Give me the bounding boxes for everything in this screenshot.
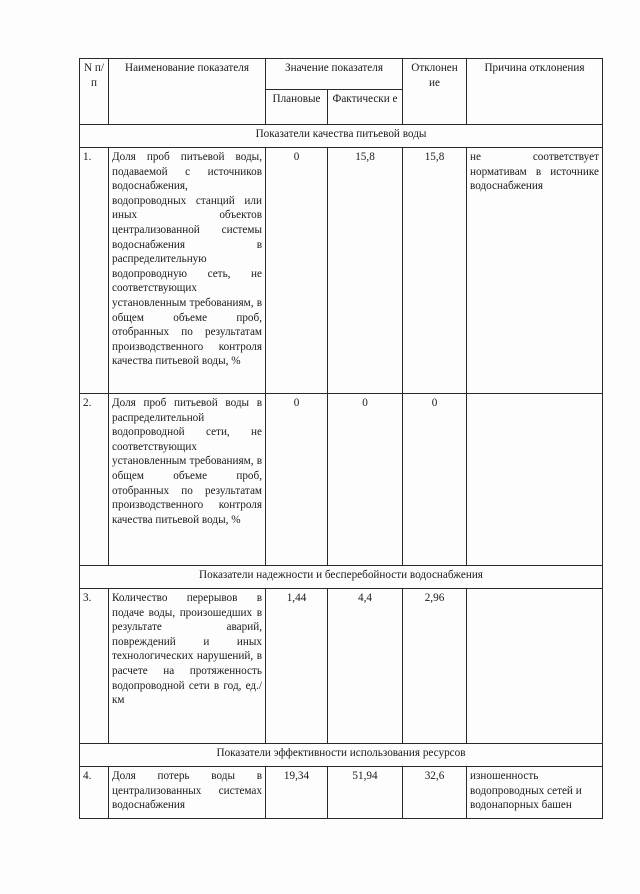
actual-value: 15,8 bbox=[328, 148, 403, 394]
deviation-reason bbox=[467, 589, 603, 744]
section-row bbox=[80, 566, 603, 589]
deviation-reason bbox=[467, 148, 603, 394]
actual-value: 0 bbox=[328, 394, 403, 566]
section-title-efficiency: Показатели эффективности использования ресурсов bbox=[80, 744, 603, 767]
deviation-value: 32,6 bbox=[403, 767, 467, 819]
row-number: 4. bbox=[80, 767, 109, 819]
col-header-name: Наименование показателя bbox=[109, 59, 266, 125]
col-header-num: N п/п bbox=[80, 59, 109, 125]
row-number: 1. bbox=[80, 148, 109, 394]
planned-value: 0 bbox=[266, 394, 328, 566]
table-row bbox=[80, 148, 603, 394]
actual-value: 51,94 bbox=[328, 767, 403, 819]
col-header-planned: Плановые bbox=[266, 90, 328, 125]
section-row bbox=[80, 744, 603, 767]
actual-value: 4,4 bbox=[328, 589, 403, 744]
deviation-value: 2,96 bbox=[403, 589, 467, 744]
deviation-value: 15,8 bbox=[403, 148, 467, 394]
col-header-value-group: Значение показателя bbox=[266, 59, 403, 90]
indicator-name: Доля потерь воды в централизованных системах водоснабжения bbox=[109, 767, 266, 819]
section-title-reliability: Показатели надежности и бесперебойности водоснабжения bbox=[80, 566, 603, 589]
col-header-deviation: Отклонен ие bbox=[403, 59, 467, 125]
table-row bbox=[80, 767, 603, 819]
col-header-reason: Причина отклонения bbox=[467, 59, 603, 125]
planned-value: 0 bbox=[266, 148, 328, 394]
deviation-value: 0 bbox=[403, 394, 467, 566]
planned-value: 1,44 bbox=[266, 589, 328, 744]
deviation-reason-text: не соответствует нормативам в источнике водоснабжения bbox=[470, 151, 599, 193]
col-header-actual: Фактически е bbox=[328, 90, 403, 125]
indicator-name: Доля проб питьевой воды в распределительной водопроводной сети, не соответствующих установленным требованиям, в общем объеме проб, отобранных по результатам производственного контроля качества питьевой воды, % bbox=[109, 394, 266, 566]
section-row bbox=[80, 125, 603, 148]
table-row bbox=[80, 589, 603, 744]
deviation-reason bbox=[467, 394, 603, 566]
row-number: 3. bbox=[80, 589, 109, 744]
table-row bbox=[80, 394, 603, 566]
indicator-name: Количество перерывов в подаче воды, произошедших в результате аварий, повреждений и иных технологических нарушений, в расчете на протяженность водопроводной сети в год, ед./км bbox=[109, 589, 266, 744]
table-header-row bbox=[80, 59, 603, 90]
section-title-quality: Показатели качества питьевой воды bbox=[80, 125, 603, 148]
indicators-table bbox=[79, 58, 603, 819]
row-number: 2. bbox=[80, 394, 109, 566]
deviation-reason: изношенность водопроводных сетей и водонапорных башен bbox=[467, 767, 603, 819]
indicator-name: Доля проб питьевой воды, подаваемой с источников водоснабжения, водопроводных станций или иных объектов централизованной системы водоснабжения в распределительную водопроводную сеть, не соответствующих установленным требованиям, в общем объеме проб, отобранных по результатам производственного контроля качества питьевой воды, % bbox=[109, 148, 266, 394]
planned-value: 19,34 bbox=[266, 767, 328, 819]
